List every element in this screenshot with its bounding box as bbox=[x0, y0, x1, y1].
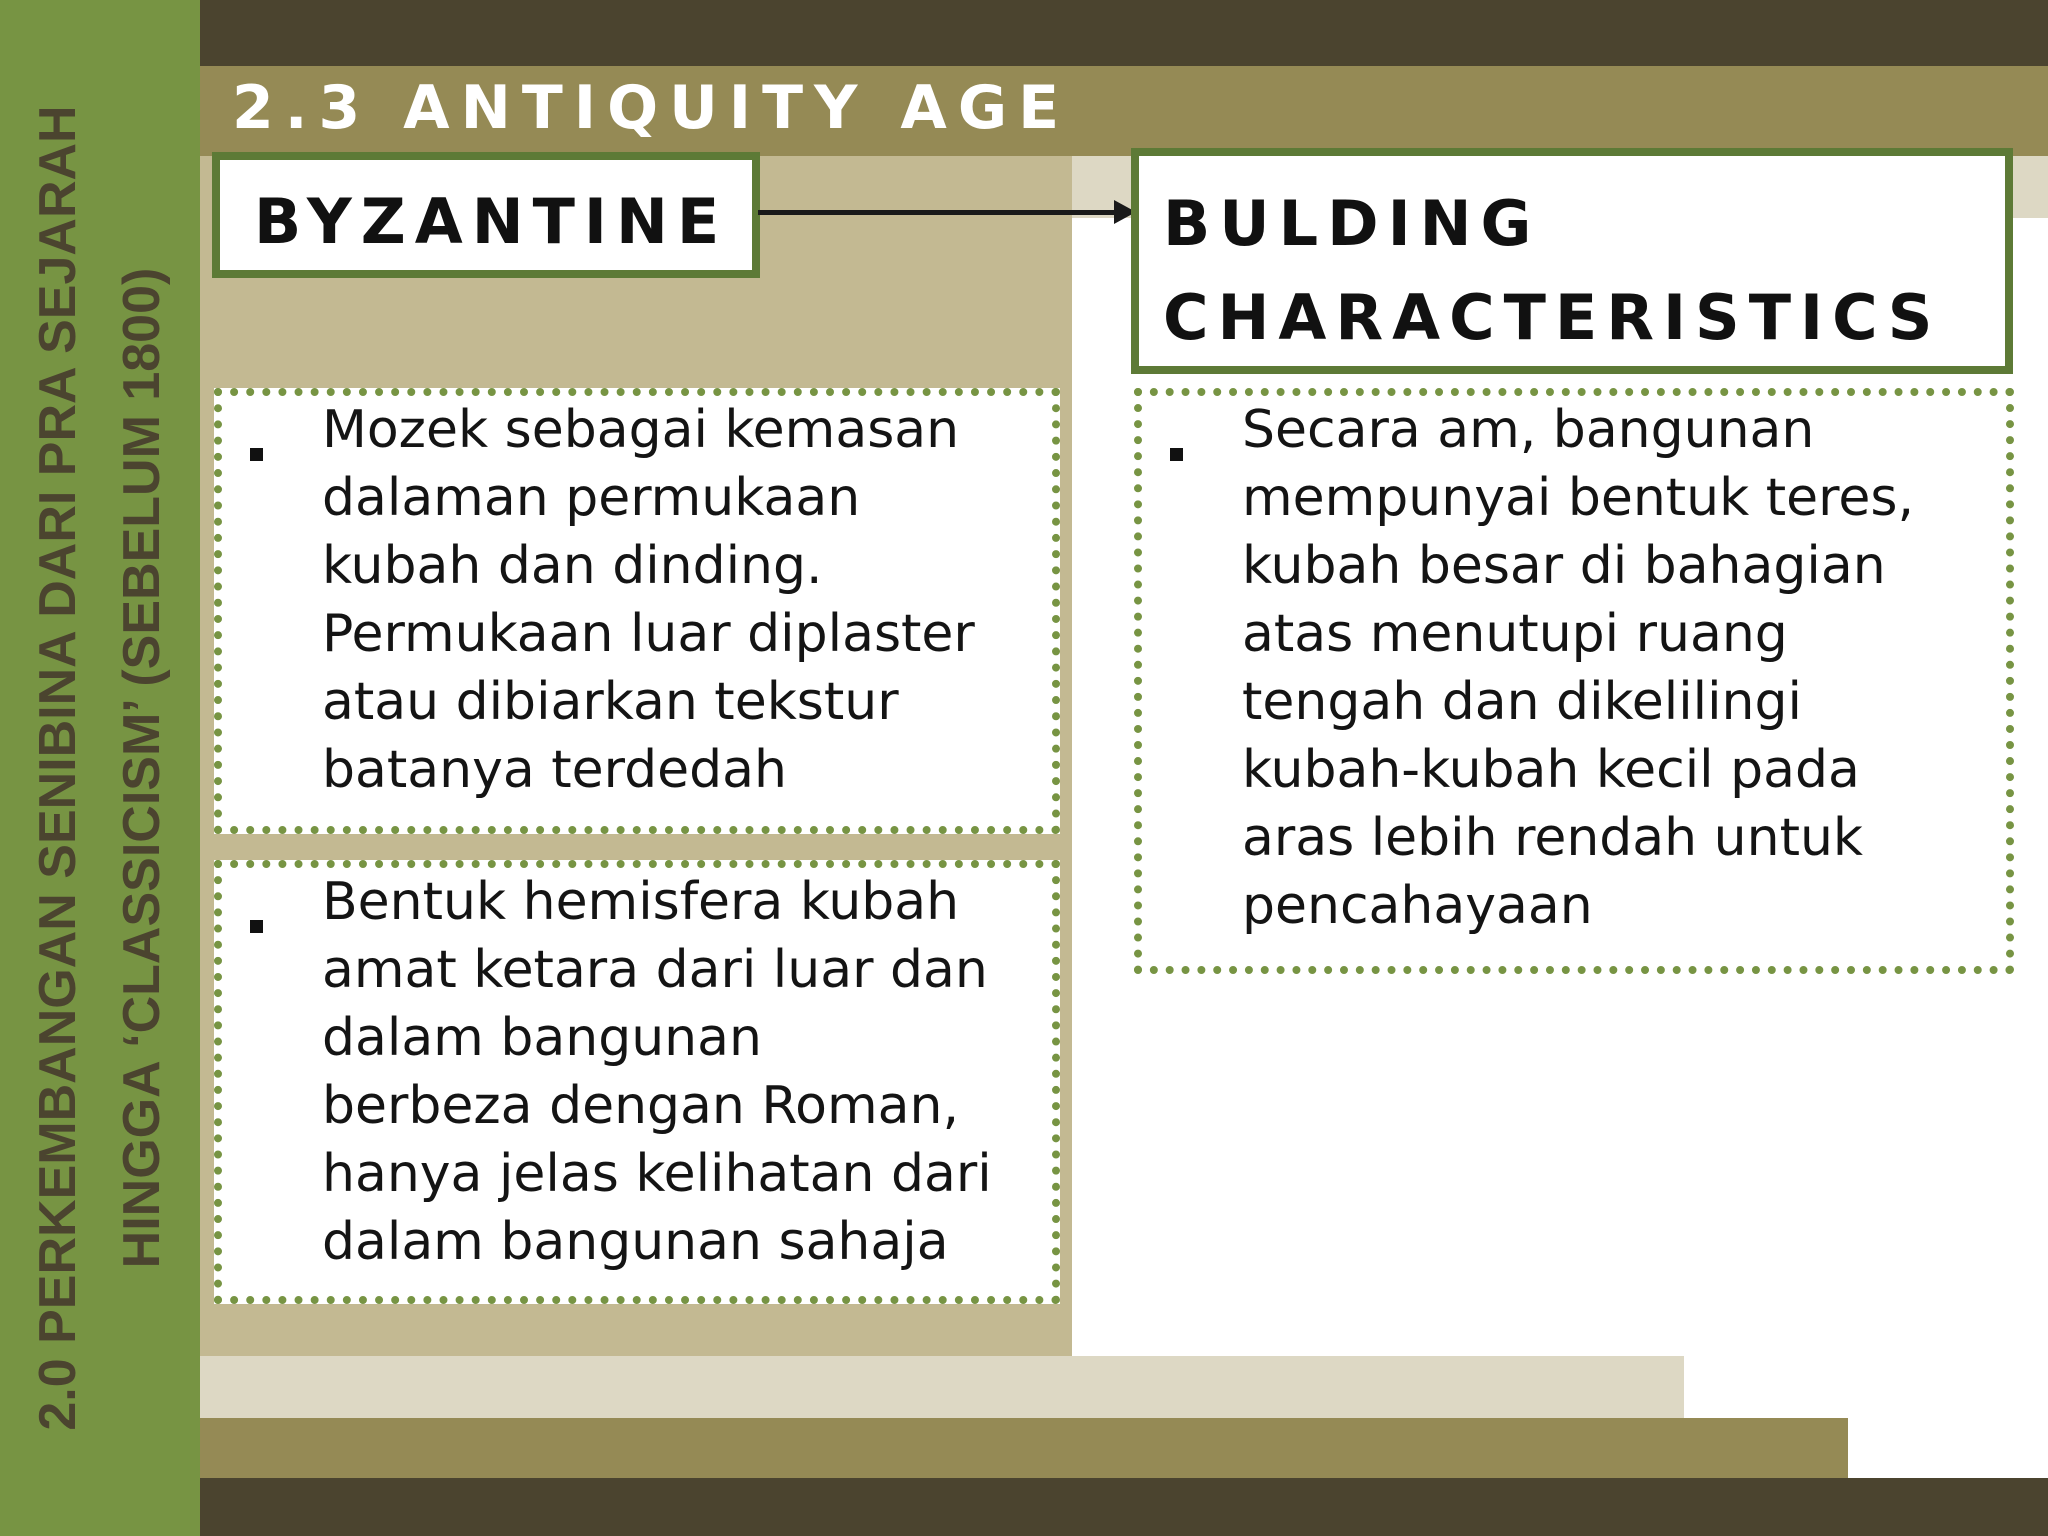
chapter-title bbox=[16, 28, 184, 1508]
square-bullet-icon bbox=[250, 448, 263, 461]
arrow-connector bbox=[758, 210, 1116, 215]
characteristics-header-box bbox=[1131, 148, 2013, 374]
bottom-olive-band bbox=[200, 1418, 1848, 1478]
point-text: Secara am, bangunan mempunyai bentuk teres, kubah besar di bahagian atas menutupi ruang tengah dan dikelilingi kubah-kubah kecil pada aras lebih rendah untuk pencahayaan bbox=[1242, 400, 1915, 936]
chapter-title-line1: 2.0 PERKEMBANGAN SENIBINA DARI PRA SEJARAH bbox=[29, 105, 87, 1431]
byzantine-header-label: BYZANTINE bbox=[254, 185, 729, 258]
point-text: Mozek sebagai kemasan dalaman permukaan kubah dan dinding. Permukaan luar diplaster atau dibiarkan tekstur batanya terdedah bbox=[322, 400, 975, 800]
chapter-title-line2: HINGGA ‘CLASSICISM’ (SEBELUM 1800) bbox=[113, 267, 171, 1269]
characteristics-header-line1: BULDING bbox=[1163, 187, 1541, 260]
byzantine-header-box bbox=[212, 152, 760, 278]
point-box-mosaic bbox=[214, 388, 1060, 834]
square-bullet-icon bbox=[1170, 448, 1183, 461]
point-box-general bbox=[1134, 388, 2014, 974]
square-bullet-icon bbox=[250, 920, 263, 933]
point-box-dome bbox=[214, 860, 1060, 1304]
characteristics-header-line2: CHARACTERISTICS bbox=[1163, 281, 1942, 354]
bottom-light-band bbox=[200, 1356, 1684, 1418]
bottom-dark-band bbox=[200, 1478, 2048, 1536]
point-text: Bentuk hemisfera kubah amat ketara dari luar dan dalam bangunan berbeza dengan Roman, hanya jelas kelihatan dari dalam bangunan sahaja bbox=[322, 872, 992, 1272]
top-dark-band bbox=[200, 0, 2048, 66]
section-title: 2.3 ANTIQUITY AGE bbox=[232, 73, 1071, 143]
